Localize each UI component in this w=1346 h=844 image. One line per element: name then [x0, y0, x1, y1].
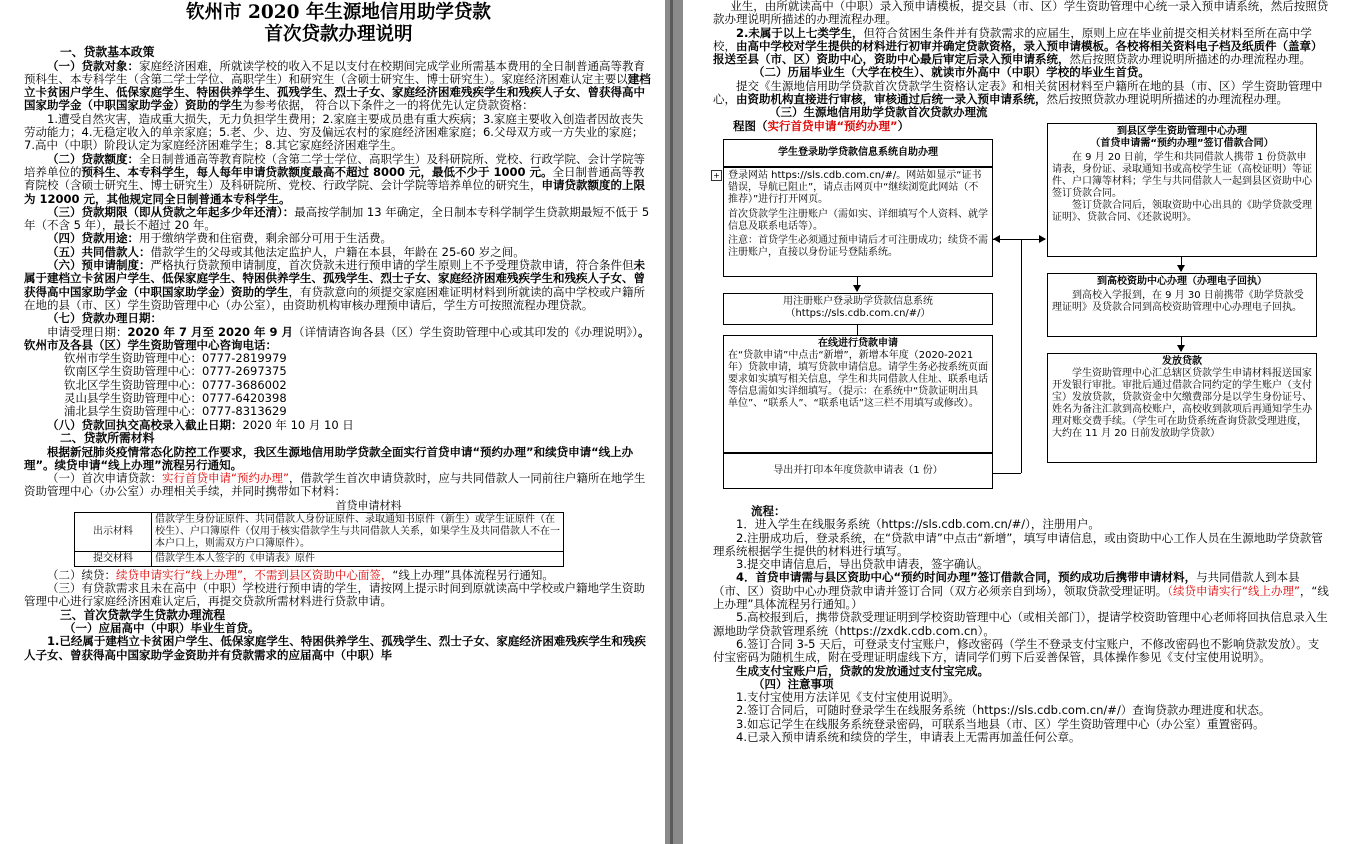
flow-box-title: 在线进行贷款申请 — [818, 337, 898, 349]
para-loan-usage: （四）贷款用途：用于缴纳学费和住宿费，剩余部分可用于生活费。 — [47, 231, 392, 246]
flow-box-county-center — [1047, 123, 1317, 257]
flow-text: 登录网站 https://sls.cdb.com.cn/#/。网站如显示“证书错误，导航已阻止”，请点击网页中“继续浏览此网站（不推荐）”进行打开网页。 — [728, 169, 982, 205]
section-heading-materials: 二、贷款所需材料 — [60, 430, 155, 445]
process-step: 生成支付宝账户后，贷款的发放通过支付宝完成。 — [736, 663, 989, 678]
table-cell-content: 借款学生本人签字的《申请表》原件 — [152, 551, 564, 566]
para-first-loan: （一）首次申请贷款：实行首贷申请“预约办理”，借款学生首次申请贷款时，应与共同借款人一同前往户籍所在地学生资助管理中心（办公室）办理相关手续，并同时携带如下材料： — [24, 471, 646, 499]
flowchart-title: 程图（实行首贷申请“预约办理”） — [733, 118, 910, 133]
process-step: 2.注册成功后，登录系统，在“贷款申请”中点击“新增”，填写申请信息，或由资助中心工作人员在生源地助学贷款管理系统根据学生提供的材料进行填写。 — [713, 530, 1323, 558]
flow-box-title: 发放贷款 — [1162, 355, 1202, 367]
phone-list — [24, 352, 653, 418]
flow-text: 在 9 月 20 日前，学生和共同借款人携带 1 份贷款申请表，身份证、录取通知书或高校学生证（高校证明）等证件、户口簿等材料；学生与共同借款人一起到县区资助中心签订贷款合同。 — [1052, 151, 1312, 199]
para-previous-graduates: 提交《生源地信用助学贷款首次贷款学生资格认定表》和相关贫困材料至户籍所在地的县（市、区）学生资助管理中心，由资助机构直接进行审核，审核通过后统一录入预申请系统，然后按照贷款办理说明所描述的办理流程办理。 — [713, 78, 1323, 107]
table-row — [75, 551, 564, 566]
flow-text: 到高校入学报到，在 9 月 30 日前携带《助学贷款受理证明》及贷款合同到高校资助管理中心办理电子回执。 — [1052, 289, 1304, 313]
flow-connector — [993, 473, 1021, 474]
arrow-down-icon — [1177, 345, 1185, 352]
subheading-previous-graduates: （二）历届毕业生（大学在校生）、就读市外高中（中职）学校的毕业生首贷。 — [753, 65, 1150, 80]
arrow-right-icon — [1039, 235, 1046, 243]
note-item: 3.如忘记学生在线服务系统登录密码，可联系当地县（市、区）学生资助管理中心（办公室）重置密码。 — [736, 716, 1265, 731]
phone-line: 灵山县学生资助管理中心：0777-6420398 — [64, 391, 287, 406]
page-gutter-divider — [670, 0, 673, 844]
flow-box-apply-online — [723, 335, 993, 453]
subheading-flowchart: （三）生源地信用助学贷款首次贷款办理流 — [769, 105, 988, 120]
table-cell-label: 提交材料 — [75, 551, 152, 566]
section-heading-process: 三、首次贷款学生贷款办理流程 — [60, 607, 226, 622]
flow-box-subtitle: （首贷申请需“预约办理”签订借款合同） — [1090, 137, 1274, 149]
note-item: 1.支付宝使用方法详见《支付宝使用说明》。 — [736, 690, 960, 705]
flow-box-university-center — [1047, 273, 1317, 337]
flow-text: 签订贷款合同后，领取资助中心出具的《助学贷款受理证明》、贷款合同、《还款说明》。 — [1052, 199, 1312, 223]
flow-box-disburse — [1047, 353, 1317, 463]
flow-connector — [1021, 239, 1022, 473]
para-no-pre-application: （三）有贷款需求且未在高中（中职）学校进行预申请的学生，请按网上提示时间到原就读高中学校或户籍地学生资助管理中心进行家庭经济困难认定后，再提交贷款所需材料进行贷款申请。 — [24, 580, 645, 609]
para-pre-application: （六）预申请制度：严格执行贷款预申请制度，首次贷款未进行预申请的学生原则上不予受理贷款申请，符合条件但未属于建档立卡贫困户学生、低保家庭学生、特困供养学生、孤残学生、烈士子女、家庭经济困难残疾学生和残疾人子女、曾获得高中国家助学金（中职国家助学金）资助的学生，有贷款意向的须提交家庭困难证明材料到所就读的高中学校或户籍所在地的县（市、区）学生资助管理中心（办公室），由资助机构审核办理预申请后，学生方可按照流程办理贷款。 — [24, 258, 645, 312]
section-heading-policy: 一、贷款基本政策 — [60, 45, 155, 59]
para-continued: 业生，由所就读高中（中职）录入预申请模板，提交县（市、区）学生资助管理中心统一录入预申请系统，然后按照贷款办理说明所描述的办理流程办理。 — [713, 0, 1329, 27]
materials-table — [74, 512, 564, 567]
flow-text: 学生资助管理中心汇总辖区贷款学生申请材料报送国家开发银行审批。审批后通过借款合同约定的学生账户（支付宝）发放贷款，贷款资金中欠缴费部分是以学生身份证号、姓名为备注汇款到高校账户，高校收到款项后再通知学生办理对账交费手续。（学生可在助贷系统查询贷款受理进度，大约在 11 月 20 日前发放助学贷款） — [1052, 367, 1312, 439]
arrow-left-icon — [993, 235, 1000, 243]
flow-box-title: 到高校资助中心办理（办理电子回执） — [1097, 275, 1267, 287]
document-title-line2: 首次贷款办理说明 — [264, 24, 413, 45]
table-cell-label: 出示材料 — [75, 512, 152, 551]
para-loan-target: （一）贷款对象：家庭经济困难，所就读学校的收入不足以支付在校期间完成学业所需基本费用的全日制普通高等教育预科生、本专科学生（含第二学士学位、高职学生）和研究生（含硕士研究生、博士研究生）。家庭经济困难认定主要以建档立卡贫困户学生、低保家庭学生、特困供养学生、孤残学生、烈士子女、家庭经济困难残疾学生和残疾人子女、曾获得高中国家助学金（中职国家助学金）资助的学生为参考依据， 符合以下条件之一的将优先认定贷款资格： — [24, 58, 651, 113]
para-dates-heading: （七）贷款办理日期： — [47, 311, 162, 326]
flow-text: 注意：首贷学生必须通过预申请后才可注册成功；续贷不需注册账户，直接以身份证号登陆系统。 — [728, 234, 988, 258]
note-item: 4.已录入预申请系统和续贷的学生，申请表上无需再加盖任何公章。 — [736, 730, 1081, 745]
phone-line: 浦北县学生资助管理中心：0777-8313629 — [64, 404, 287, 419]
table-row — [75, 512, 564, 551]
para-condition-list: 1.遭受自然灾害，造成重大损失，无力负担学生费用；2.家庭主要成员患有重大疾病；3.家庭主要收入创造者因故丧失劳动能力；4.无稳定收入的单亲家庭；5.老、少、边、穷及偏远农村的家庭经济困难家庭；6.父母双方或一方失业的家庭；7.高中（中职）阶段认定为家庭经济困难学生；8.其它家庭经济困难学生。 — [24, 111, 644, 153]
para-fresh-graduates-1: 1.已经属于建档立卡贫困户学生、低保家庭学生、特困供养学生、孤残学生、烈士子女、家庭经济困难残疾学生和残疾人子女、曾获得高中国家助学金资助并有贷款需求的应届高中（中职）毕 — [24, 634, 646, 662]
table-cell-content: 借款学生身份证原件、共同借款人身份证原件、录取通知书原件（新生）或学生证原件（在校生）、户口簿原件（仅用于核实借款学生与共同借款人关系，如果学生及共同借款人不在一本户口上，则需双方户口簿原件）。 — [152, 512, 564, 551]
flow-text: 首次贷款学生注册账户（需如实、详细填写个人资料、就学信息及联系电话等）。 — [728, 208, 988, 232]
process-step: 6.签订合同 3-5 天后，可登录支付宝账户，修改密码（学生不登录支付宝账户，不修改密码也不影响贷款发放）。支付宝密码为随机生成，附在受理证明虚线下方，请同学们剪下后妥善保管，具体操作参见《支付宝使用说明》。 — [713, 636, 1320, 665]
para-loan-amount: （二）贷款额度：全日制普通高等教育院校（含第二学士学位、高职学生）及科研院所、党校、行政学院、会计学院等培养单位的预科生、本专科学生，每人每年申请贷款额度最高不超过 8000 元，最低不少于 1000 元。全日制普通高等教育院校（含硕士研究生、博士研究生）及科研院所、党校、行政学院、会计学院等培养单位的研究生，申请贷款额度的上限为 12000 元，其他规定同全日制普通本专科学生。 — [24, 151, 645, 206]
flow-text: 在“贷款申请”中点击“新增”，新增本年度（2020-2021 年）贷款申请，填写贷款申请信息。请学生务必按系统页面要求如实填写相关信息，学生和共同借款人住址、联系电话等信息需如实详细填写。（提示：在系统中“贷款证明出具单位”、“联系人”、“联系电话”这三栏不用填写或修改）。 — [728, 349, 988, 409]
subheading-fresh-graduates: （一）应届高中（中职）毕业生首贷。 — [64, 621, 260, 636]
process-step: 3.提交申请信息后，导出贷款申请表，签字确认。 — [736, 557, 989, 572]
arrow-down-icon — [1177, 265, 1185, 272]
phone-line: 钦州市学生资助管理中心：0777-2819979 — [64, 351, 287, 366]
para-deadline: （八）贷款回执交高校录入截止日期：2020 年 10 月 10 日 — [47, 417, 354, 432]
para-dates: 申请受理日期：2020 年 7 月至 2020 年 9 月（详情请咨询各县（区）学生资助管理中心或其印发的《办理说明》）。钦州市及各县（区）学生资助管理中心咨询电话： — [24, 324, 650, 352]
flow-box-print-form: 导出并打印本年度贷款申请表（1 份） — [723, 453, 993, 489]
para-co-borrower: （五）共同借款人：借款学生的父母或其他法定监护人，户籍在本县，年龄在 25-60 岁之间。 — [47, 244, 525, 259]
flow-box-register — [723, 167, 993, 277]
process-heading: 流程： — [751, 503, 786, 518]
page-gutter — [665, 0, 683, 844]
table-move-handle-icon[interactable]: + — [711, 170, 722, 181]
phone-line: 钦南区学生资助管理中心：0777-2697375 — [64, 364, 287, 379]
para-non-seven-types: 2.未属于以上七类学生，但符合贫困生条件并有贷款需求的应届生，原则上应在毕业前提交相关材料至所在高中学校，由高中学校对学生提供的材料进行初审并确定贷款资格，录入预申请模板。各校将相关资料电子档及纸质件（盖章）报送至县（市、区）资助中心，资助中心最后审定后录入预申请系统，然后按照贷款办理说明所描述的办理流程办理。 — [713, 25, 1323, 67]
flow-connector — [857, 325, 858, 335]
process-step: 4．首贷申请需与县区资助中心“预约时间办理”签订借款合同，预约成功后携带申请材料，与共同借款人到本县（市、区）资助中心办理贷款申请并签订合同（双方必须亲自到场），领取贷款受理证明。（续贷申请实行“线上办理”，“线上办理”具体流程另行通知。） — [713, 570, 1329, 612]
phone-line: 钦北区学生资助管理中心：0777-3686002 — [64, 377, 287, 392]
document-page-left — [0, 0, 665, 844]
arrow-down-icon — [853, 285, 861, 292]
para-covid-note: 根据新冠肺炎疫情常态化防控工作要求，我区生源地信用助学贷款全面实行首贷申请“预约办理”和续贷申请“线上办理”。续贷申请“线上办理”流程另行通知。 — [24, 444, 634, 472]
para-renewal: （二）续贷：续贷申请实行“线上办理”，不需到县区资助中心面签，“线上办理”具体流程另行通知。 — [47, 567, 554, 582]
flow-box-login: 用注册账户登录助学贷款信息系统（https://sls.cdb.com.cn/#/） — [723, 293, 993, 325]
flow-box-title: 到县区学生资助管理中心办理 — [1117, 125, 1247, 137]
materials-table-caption: 首贷申请材料 — [335, 498, 402, 512]
process-step: 5.高校报到后，携带贷款受理证明到学校资助管理中心（或相关部门），提请学校资助管理中心老师将回执信息录入生源地助学贷款管理系统（https://zxdk.cdb.com.cn）。 — [713, 610, 1328, 638]
notes-heading: （四）注意事项 — [753, 676, 834, 691]
para-loan-term: （三）贷款期限（即从贷款之年起多少年还清）：最高按学制加 13 年确定，全日制本专科学制学生贷款期最短不低于 5 年（不含 5 年），最长不超过 20 年。 — [24, 204, 650, 233]
flow-box-title: 学生登录助学贷款信息系统自助办理 — [778, 146, 938, 158]
note-item: 2.签订合同后，可随时登录学生在线服务系统（https://sls.cdb.com.cn/#/）查询贷款办理进度和状态。 — [736, 703, 1271, 718]
process-step: 1．进入学生在线服务系统（https://sls.cdb.com.cn/#/），注册用户。 — [736, 517, 1100, 532]
document-page-right — [683, 0, 1346, 844]
flow-box-self-service — [723, 139, 993, 167]
document-title-line1: 钦州市 2020 年生源地信用助学贷款 — [186, 2, 491, 23]
